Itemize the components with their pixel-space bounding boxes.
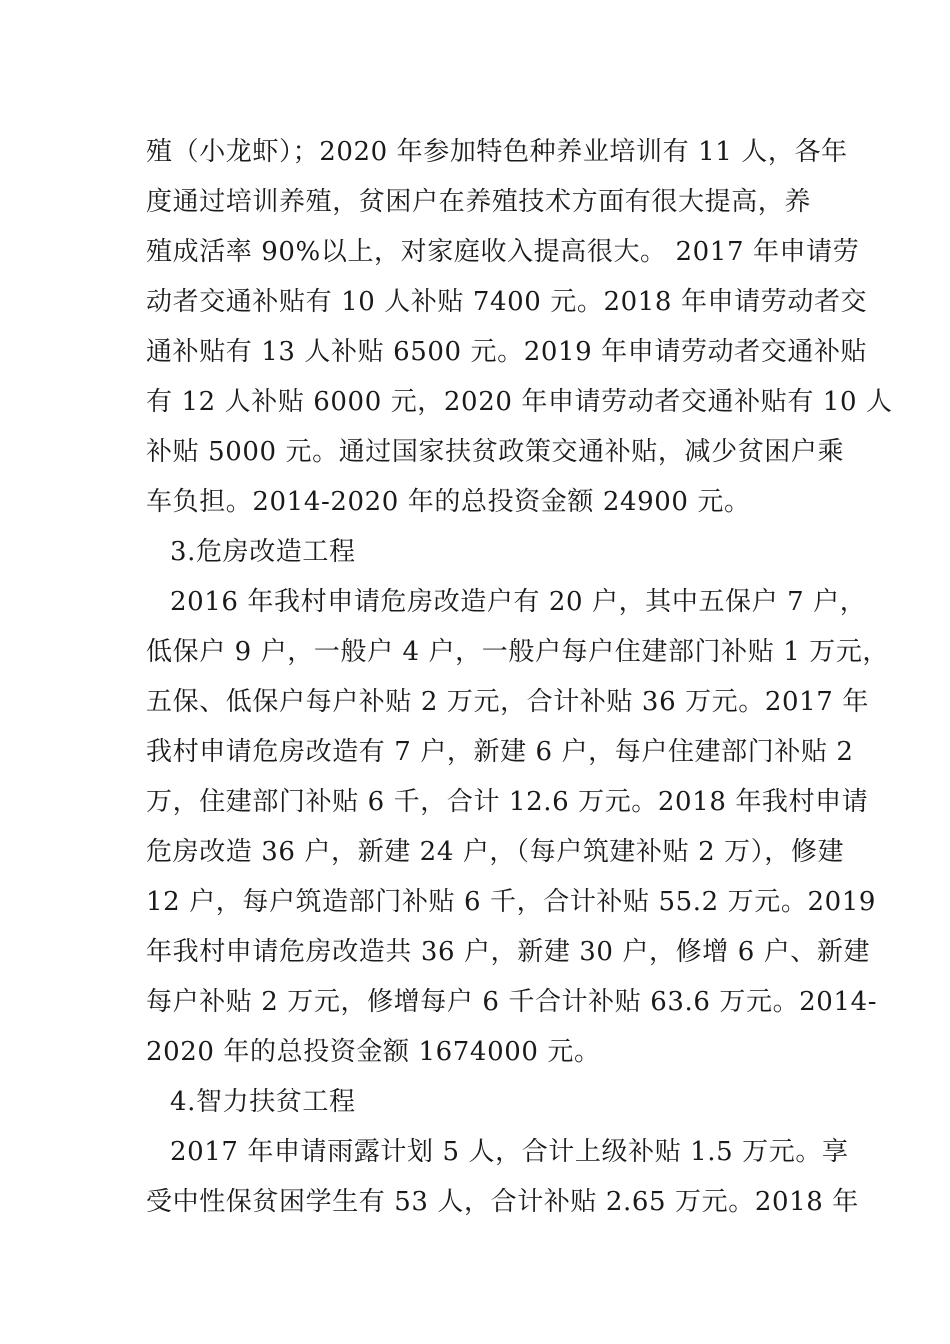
paragraph-line: 有 12 人补贴 6000 元，2020 年申请劳动者交通补贴有 10 人: [146, 387, 893, 417]
paragraph-line: 2016 年我村申请危房改造户有 20 户，其中五保户 7 户，: [170, 587, 867, 617]
paragraph-line: 殖（小龙虾）；2020 年参加特色种养业培训有 11 人，各年: [146, 137, 848, 167]
paragraph-line: 通补贴有 13 人补贴 6500 元。2019 年申请劳动者交通补贴: [146, 337, 868, 367]
section-heading: 3.危房改造工程: [170, 537, 356, 567]
paragraph-line: 每户补贴 2 万元，修增每户 6 千合计补贴 63.6 万元。2014-: [146, 987, 878, 1017]
paragraph-line: 度通过培训养殖，贫困户在养殖技术方面有很大提高，养: [146, 187, 812, 217]
paragraph-line: 2017 年申请雨露计划 5 人，合计上级补贴 1.5 万元。享: [170, 1137, 849, 1167]
paragraph-line: 车负担。2014-2020 年的总投资金额 24900 元。: [146, 487, 751, 517]
paragraph-line: 殖成活率 90%以上，对家庭收入提高很大。 2017 年申请劳: [146, 237, 860, 267]
section-heading: 4.智力扶贫工程: [170, 1087, 356, 1117]
paragraph-line: 年我村申请危房改造共 36 户，新建 30 户，修增 6 户、新建: [146, 937, 871, 967]
paragraph-line: 受中性保贫困学生有 53 人，合计补贴 2.65 万元。2018 年: [146, 1187, 859, 1217]
paragraph-line: 危房改造 36 户，新建 24 户，（每户筑建补贴 2 万），修建: [146, 837, 845, 867]
paragraph-line: 补贴 5000 元。通过国家扶贫政策交通补贴，减少贫困户乘: [146, 437, 845, 467]
paragraph-line: 万，住建部门补贴 6 千，合计 12.6 万元。2018 年我村申请: [146, 787, 869, 817]
paragraph-line: 我村申请危房改造有 7 户，新建 6 户，每户住建部门补贴 2: [146, 737, 854, 767]
paragraph-line: 动者交通补贴有 10 人补贴 7400 元。2018 年申请劳动者交: [146, 287, 868, 317]
paragraph-line: 五保、低保户每户补贴 2 万元，合计补贴 36 万元。2017 年: [146, 687, 869, 717]
paragraph-line: 低保户 9 户，一般户 4 户，一般户每户住建部门补贴 1 万元，: [146, 637, 890, 667]
paragraph-line: 2020 年的总投资金额 1674000 元。: [146, 1037, 601, 1067]
paragraph-line: 12 户，每户筑造部门补贴 6 千，合计补贴 55.2 万元。2019: [146, 887, 877, 917]
